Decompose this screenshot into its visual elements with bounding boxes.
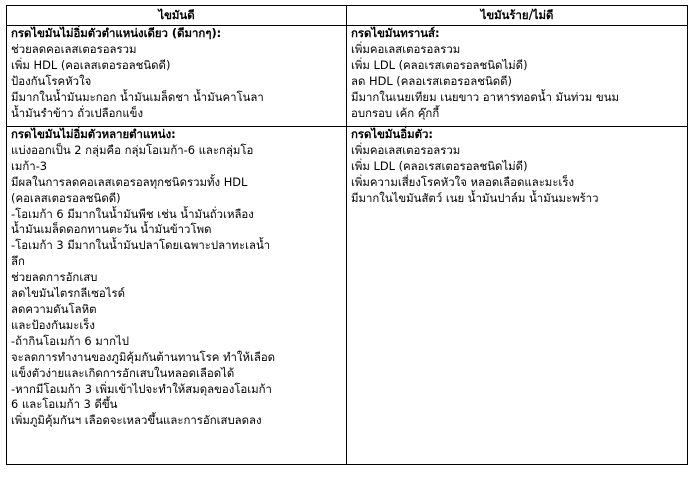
text-line: เพิ่ม HDL (คอเลสเตอรอลชนิดดี) — [11, 57, 171, 72]
header-good-fats: ไขมันดี — [7, 6, 347, 26]
text-line: จะลดการทำงานของภูมิคุ้มกันต้านทานโรค ทำให้เลือด — [11, 349, 276, 364]
cell-saturated-fat — [347, 127, 688, 465]
cell-monounsaturated — [7, 26, 347, 127]
text-line: และป้องกันมะเร็ง — [11, 317, 95, 332]
text-line: มีมากในเนยเทียม เนยขาว อาหารทอดน้ำ มันท่วม ขนม — [351, 89, 619, 104]
text-line: เพิ่ม LDL (คลอเรสเตอรอลชนิดไม่ดี) — [351, 158, 528, 173]
text-line: มีมากในไขมันสัตว์ เนย น้ำมันปาล์ม น้ำมันมะพร้าว — [351, 190, 599, 205]
text-line: มีมากในน้ำมันมะกอก น้ำมันเมล็ดชา น้ำมันคาโนลา — [11, 89, 264, 104]
text-line: ลดไขมันไตรกลีเซอไรด์ — [11, 286, 126, 301]
table-row — [7, 26, 688, 127]
text-line: (คอเลสเตอรอลชนิดดี) — [11, 190, 121, 205]
text-line: 6 และโอเมก้า 3 ดีขึ้น — [11, 397, 118, 412]
text-line: -ถ้ากินโอเมก้า 6 มากไป — [11, 333, 129, 348]
section-title: กรดไขมันไม่อิ่มตัวตำแหน่งเดียว (ดีมากๆ): — [11, 26, 222, 40]
text-line: เพิ่มความเสี่ยงโรคหัวใจ หลอดเลือดและมะเร็ง — [351, 174, 575, 189]
text-line: เพิ่มภูมิคุ้มกันฯ เลือดจะเหลวขึ้นและการอักเสบลดลง — [11, 413, 262, 428]
text-line: -โอเมก้า 3 มีมากในน้ำมันปลาโดยเฉพาะปลาทะเลน้ำ — [11, 238, 271, 253]
header-bad-fats: ไขมันร้าย/ไม่ดี — [347, 6, 688, 26]
text-line: น้ำมันเมล็ดดอกทานตะวัน น้ำมันข้าวโพด — [11, 222, 212, 237]
text-line: แบ่งออกเป็น 2 กลุ่มคือ กลุ่มโอเมก้า-6 และกลุ่มโอ — [11, 142, 254, 157]
text-line: ลดความดันโลหิต — [11, 301, 97, 316]
text-line: เพิ่มคอเลสเตอรอลรวม — [351, 142, 461, 157]
text-line: -โอเมก้า 6 มีมากในน้ำมันพืช เช่น น้ำมันถั่วเหลือง — [11, 206, 254, 221]
text-line: -หากมีโอเมก้า 3 เพิ่มเข้าไปจะทำให้สมดุลของโอเมก้า — [11, 381, 272, 396]
text-line: ป้องกันโรคหัวใจ — [11, 73, 92, 88]
text-line: อบกรอบ เค้ก คุ๊กกี้ — [351, 105, 440, 120]
section-title: กรดไขมันไม่อิ่มตัวหลายตำแหน่ง: — [11, 127, 176, 141]
text-line: แข็งตัวง่ายและเกิดการอักเสบในหลอดเลือดได้ — [11, 365, 235, 380]
table-header-row — [7, 6, 688, 26]
text-line: ลึก — [11, 254, 25, 269]
cell-polyunsaturated — [7, 127, 347, 465]
cell-trans-fat — [347, 26, 688, 127]
fats-comparison-table — [6, 5, 688, 465]
text-line: เพิ่ม LDL (คลอเรสเตอรอลชนิดไม่ดี) — [351, 57, 528, 72]
text-line: ช่วยลดคอเลสเตอรอลรวม — [11, 41, 137, 56]
table-row — [7, 127, 688, 465]
text-line: มีผลในการลดคอเลสเตอรอลทุกชนิดรวมทั้ง HDL — [11, 174, 248, 189]
text-line: เมก้า-3 — [11, 158, 48, 173]
section-title: กรดไขมันอิ่มตัว: — [351, 127, 433, 141]
section-title: กรดไขมันทรานส์: — [351, 26, 440, 40]
text-line: ช่วยลดการอักเสบ — [11, 270, 98, 285]
text-line: เพิ่มคอเลสเตอรอลรวม — [351, 41, 461, 56]
text-line: ลด HDL (คลอเรสเตอรอลชนิดดี) — [351, 73, 512, 88]
text-line: น้ำมันรำข้าว ถั่วเปลือกแข็ง — [11, 105, 144, 120]
